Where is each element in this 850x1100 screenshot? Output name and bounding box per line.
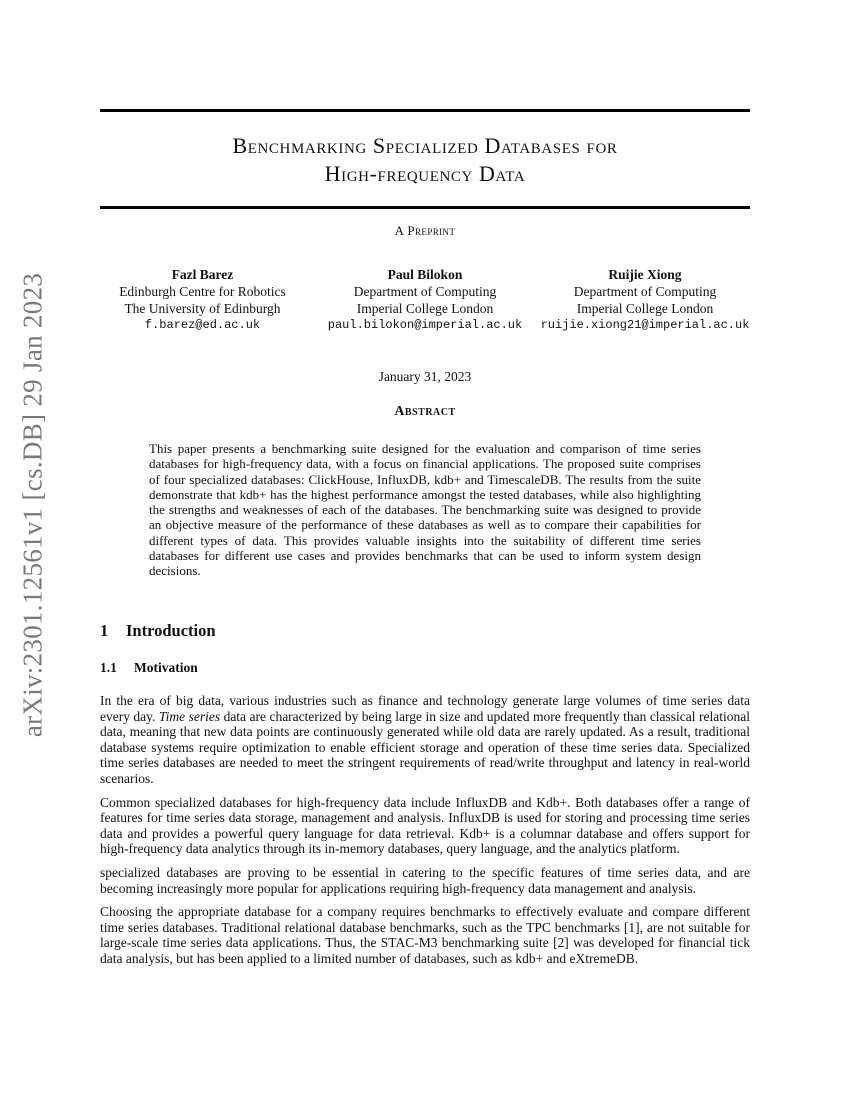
author-affiliation: Edinburgh Centre for Robotics xyxy=(119,284,286,299)
subsection-heading-motivation xyxy=(100,660,198,676)
subsection-title: Motivation xyxy=(134,660,198,675)
section-heading-introduction xyxy=(100,621,216,641)
author-email[interactable]: paul.bilokon@imperial.ac.uk xyxy=(327,318,523,332)
title-line-1: Benchmarking Specialized Databases for xyxy=(232,133,618,158)
title-bottom-rule xyxy=(100,206,750,209)
section-number: 1 xyxy=(100,621,109,640)
paper-title xyxy=(100,132,750,188)
paragraph-1-part-b: data are characterized by being large in size and updated more frequently than classical relational data, meaning that new data points are continuously generated while old data are rarely updated. As a result, traditional database systems require optimization to enable efficient storage and operation of these time series data. Specialized time series databases are needed to meet the stringent requirements of read/write throughput and latency in real-world scenarios. xyxy=(100,708,750,786)
title-line-2: High-frequency Data xyxy=(324,161,526,186)
author-email[interactable]: ruijie.xiong21@imperial.ac.uk xyxy=(540,318,750,332)
subsection-number: 1.1 xyxy=(100,660,117,675)
author-affiliation: Department of Computing xyxy=(573,284,717,299)
author-block-1 xyxy=(100,266,305,334)
paragraph-1-emphasis: Time series xyxy=(158,708,221,724)
author-affiliation: Department of Computing xyxy=(353,284,497,299)
paragraph-4: Choosing the appropriate database for a company requires benchmarks to effectively evaluate and compare different time series databases. Traditional relational database benchmarks, such as the TPC benchmarks [1], are not suitable for large-scale time series data applications. Thus, the STAC-M3 benchmarking suite [2] was developed for financial tick data analysis, but has been applied to a limited number of databases, such as kdb+ and eXtremeDB. xyxy=(100,904,750,966)
author-institution: Imperial College London xyxy=(576,301,714,316)
author-institution: Imperial College London xyxy=(356,301,494,316)
section-title: Introduction xyxy=(126,621,216,640)
abstract-heading: Abstract xyxy=(394,404,456,419)
author-block-2 xyxy=(305,266,545,334)
abstract-text: This paper presents a benchmarking suite designed for the evaluation and comparison of time series databases for high-frequency data, with a focus on financial applications. The proposed suite comprises of four specialized databases: ClickHouse, InfluxDB, kdb+ and TimescaleDB. The results from the suite demonstrate that kdb+ has the highest performance amongst the tested databases, while also highlighting the strengths and weaknesses of each of the databases. The benchmarking suite was designed to provide an objective measure of the performance of these databases as well as to compare their capabilities for different types of data. This provides valuable insights into the suitability of different time series databases for different use cases and provides benchmarks that can be used to inform system design decisions. xyxy=(149,441,701,579)
paragraph-3: specialized databases are proving to be essential in catering to the specific features of time series data, and are becoming increasingly more popular for applications requiring high-frequency data management and analysis. xyxy=(100,864,750,896)
arxiv-identifier: arXiv:2301.12561v1 [cs.DB] 29 Jan 2023 xyxy=(17,272,48,738)
title-top-rule xyxy=(100,109,750,112)
author-name: Ruijie Xiong xyxy=(608,267,682,282)
author-block-3 xyxy=(520,266,770,334)
paragraph-1 xyxy=(100,693,750,787)
publication-date: January 31, 2023 xyxy=(378,369,472,384)
author-email[interactable]: f.barez@ed.ac.uk xyxy=(144,318,261,332)
author-name: Paul Bilokon xyxy=(387,267,463,282)
paragraph-2: Common specialized databases for high-frequency data include InfluxDB and Kdb+. Both databases offer a range of features for time series data storage, management and analysis. InfluxDB is used for storing and processing time series data and provides a powerful query language for data retrieval. Kdb+ is a columnar database and offers support for high-frequency data analytics through its in-memory databases, query language, and the analytics platform. xyxy=(100,794,750,857)
author-institution: The University of Edinburgh xyxy=(124,301,281,316)
author-name: Fazl Barez xyxy=(171,267,234,282)
preprint-label: A Preprint xyxy=(394,223,456,238)
body-text xyxy=(100,693,750,975)
paragraph-1-part-a: In the era of big data, various industries such as finance and technology generate large volumes of time series data every day. xyxy=(100,693,750,724)
